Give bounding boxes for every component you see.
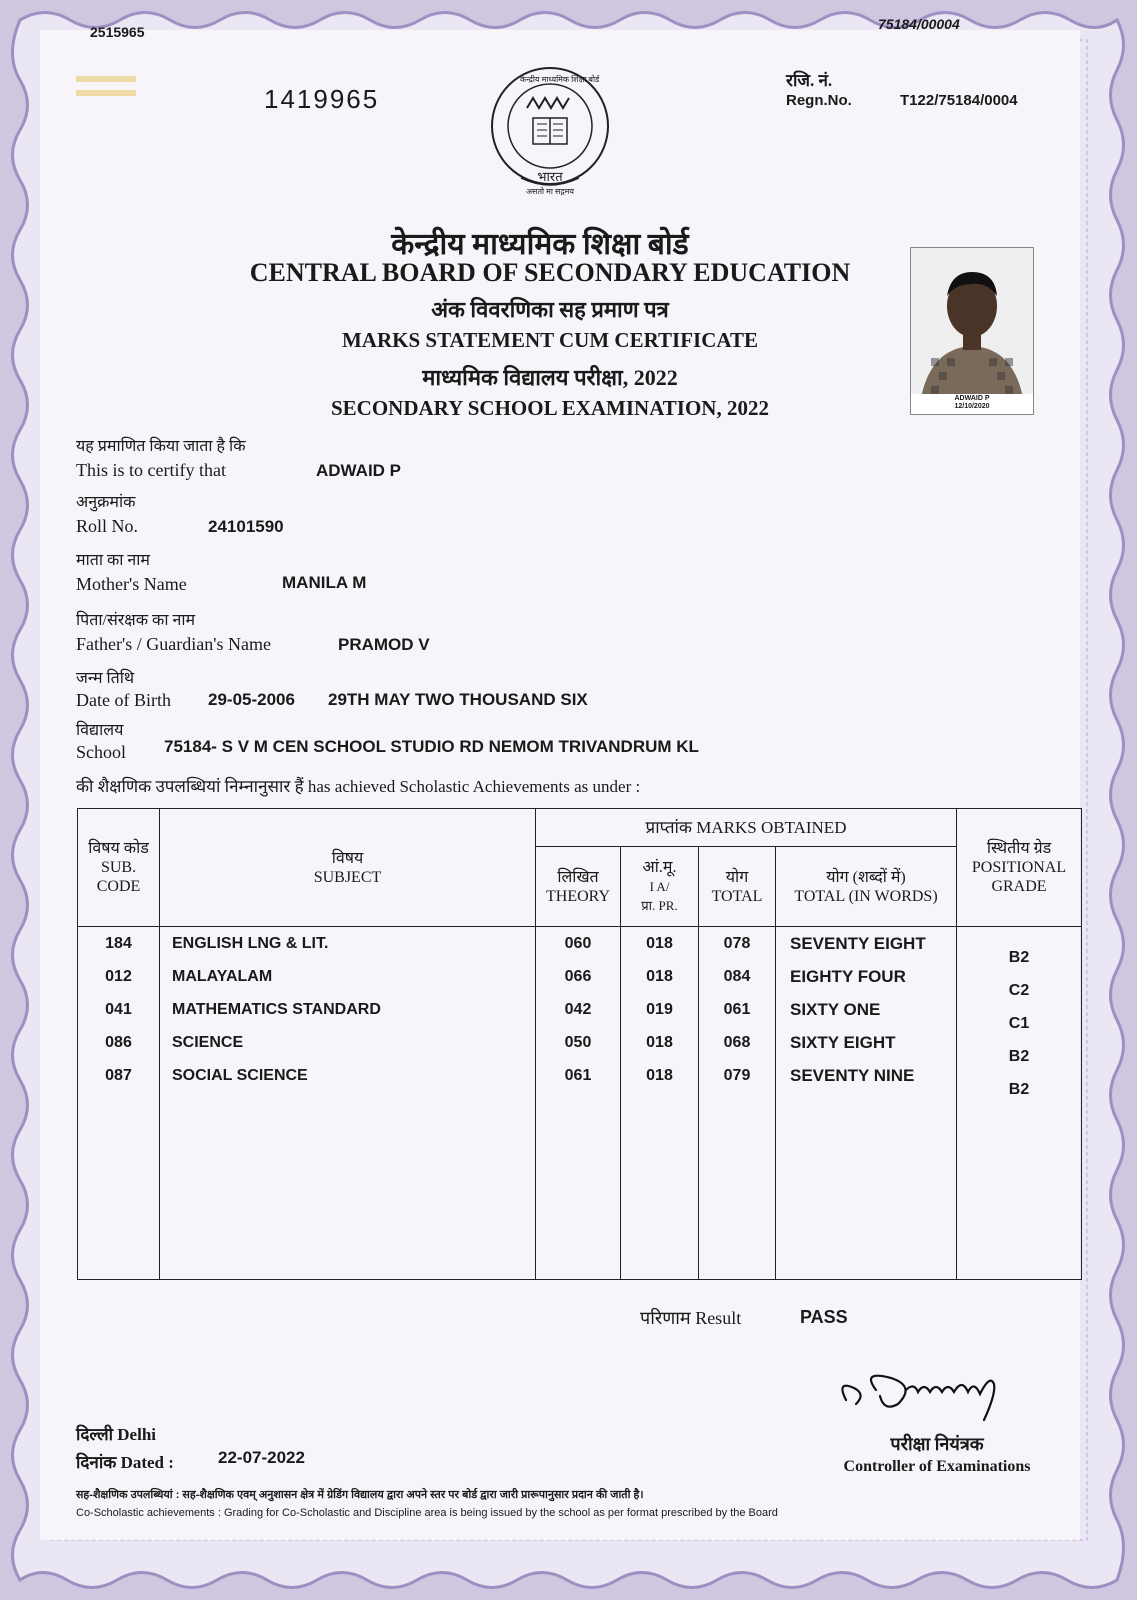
header-total-en: TOTAL	[711, 887, 763, 905]
table-row-subject: SOCIAL SCIENCE	[172, 1067, 308, 1084]
roll-label-hi: अनुक्रमांक	[76, 494, 136, 511]
table-row-subject: ENGLISH LNG & LIT.	[172, 935, 329, 952]
father-label-hi: पिता/संरक्षक का नाम	[76, 612, 196, 629]
header-grade	[957, 809, 1082, 927]
emblem-text-top: केन्द्रीय माध्यमिक शिक्षा बोर्ड	[520, 75, 600, 84]
regn-label-en: Regn.No.	[786, 92, 852, 109]
table-row-code: 184	[105, 935, 132, 952]
header-marks-obtained: प्राप्तांक MARKS OBTAINED	[536, 809, 957, 847]
dated-hi: दिनांक	[76, 1453, 117, 1472]
certify-label-en: This is to certify that	[76, 460, 226, 480]
school-name: 75184- S V M CEN SCHOOL STUDIO RD NEMOM TRIVANDRUM KL	[164, 737, 699, 756]
header-theory-hi: लिखित	[557, 868, 599, 886]
co-scholastic-note-hi: सह-शैक्षणिक उपलब्धियां : सह-शैक्षणिक एवम् अनुशासन क्षेत्र में ग्रेडिंग विद्यालय द्वारा अपने स्तर पर बोर्ड द्वारा जारी प्रारूपानुसार प्रदान की जाती है।	[76, 1489, 644, 1501]
board-title-hi: केन्द्रीय माध्यमिक शिक्षा बोर्ड	[391, 228, 689, 261]
place-en: Delhi	[117, 1425, 157, 1444]
achievements-intro: की शैक्षणिक उपलब्धियां निम्नानुसार हैं has achieved Scholastic Achievements as under :	[76, 777, 641, 796]
photo-caption-date: 12/10/2020	[954, 403, 990, 410]
controller-title-hi: परीक्षा नियंत्रक	[890, 1434, 984, 1454]
header-subject-en: SUBJECT	[313, 868, 382, 886]
header-subject	[160, 809, 536, 927]
header-theory-en: THEORY	[546, 887, 610, 905]
header-subject-hi: विषय	[331, 849, 364, 867]
roll-label-en: Roll No.	[76, 516, 139, 536]
emblem-text-mid: भारत	[537, 169, 563, 184]
regn-number: T122/75184/0004	[900, 92, 1018, 109]
dated-en: Dated :	[120, 1453, 174, 1472]
header-theory	[536, 847, 621, 927]
header-code-en1: SUB.	[100, 859, 137, 876]
table-row-total: 068	[723, 1034, 751, 1051]
table-row-code: 087	[105, 1067, 132, 1084]
table-row-ia: 018	[646, 1034, 673, 1051]
certify-label-hi: यह प्रमाणित किया जाता है कि	[76, 438, 246, 455]
table-row-total: 079	[723, 1067, 751, 1084]
mother-name: MANILA M	[282, 573, 367, 592]
col-theory	[536, 927, 621, 1280]
header-ia-en1: I A/	[649, 879, 670, 894]
table-row-theory: 050	[564, 1034, 592, 1051]
col-subjects	[160, 927, 536, 1280]
table-row-subject: MATHEMATICS STANDARD	[172, 1001, 381, 1018]
header-ia-hi: आं.मू.	[642, 859, 677, 876]
table-row-ia: 018	[646, 935, 673, 952]
table-row-theory: 061	[564, 1067, 592, 1084]
header-ia	[621, 847, 699, 927]
dob-value: 29-05-2006	[208, 690, 295, 709]
table-row-grade: B2	[1008, 1048, 1030, 1065]
header-total-words	[776, 847, 957, 927]
header-code-hi: विषय कोड	[88, 840, 149, 857]
table-row-code: 086	[105, 1034, 132, 1051]
table-row-words: SIXTY ONE	[790, 1000, 881, 1019]
col-total	[699, 927, 776, 1280]
col-grade	[957, 927, 1082, 1280]
table-row-ia: 019	[646, 1001, 673, 1018]
table-row-grade: C1	[1008, 1015, 1030, 1032]
roll-number: 24101590	[208, 517, 284, 536]
table-row-grade: C2	[1008, 982, 1030, 999]
certificate-number: 1419965	[264, 84, 380, 114]
header-words-en: TOTAL (IN WORDS)	[794, 887, 938, 905]
header-total-hi: योग	[725, 868, 749, 886]
faded-stamp	[76, 72, 146, 102]
mother-label-en: Mother's Name	[76, 574, 187, 594]
controller-title-en: Controller of Examinations	[843, 1458, 1031, 1475]
table-row-words: SIXTY EIGHT	[790, 1033, 896, 1052]
table-row-code: 012	[105, 968, 132, 985]
table-row-words: SEVENTY EIGHT	[790, 934, 926, 953]
school-label-hi: विद्यालय	[76, 722, 124, 739]
father-name: PRAMOD V	[338, 635, 430, 654]
col-total-words	[776, 927, 957, 1280]
header-ia-en2: प्रा. PR.	[641, 898, 678, 913]
dob-label-hi: जन्म तिथि	[76, 670, 135, 687]
dob-label-en: Date of Birth	[76, 690, 171, 710]
school-label-en: School	[76, 742, 127, 762]
table-row-theory: 042	[564, 1001, 592, 1018]
col-ia	[621, 927, 699, 1280]
student-photo-image	[911, 248, 1033, 414]
result-label: परिणाम Result	[640, 1308, 742, 1328]
header-words-hi: योग (शब्दों में)	[826, 868, 906, 886]
header-code-en2: CODE	[96, 878, 141, 895]
student-name: ADWAID P	[316, 461, 401, 480]
table-row-words: SEVENTY NINE	[790, 1066, 915, 1085]
table-row-grade: B2	[1008, 1081, 1030, 1098]
exam-title-en: SECONDARY SCHOOL EXAMINATION, 2022	[331, 396, 769, 420]
dob-words: 29TH MAY TWO THOUSAND SIX	[328, 690, 588, 709]
table-row-total: 084	[723, 968, 751, 985]
table-row-theory: 060	[564, 935, 592, 952]
father-label-en: Father's / Guardian's Name	[76, 634, 271, 654]
table-row-ia: 018	[646, 968, 673, 985]
student-photo	[910, 247, 1034, 415]
table-row-words: EIGHTY FOUR	[790, 967, 906, 986]
emblem-text-bottom: असतो मा सद्गमय	[525, 187, 575, 196]
header-total	[699, 847, 776, 927]
col-codes	[78, 927, 160, 1280]
result-value: PASS	[800, 1307, 848, 1327]
issue-date: 22-07-2022	[218, 1448, 305, 1467]
table-row-subject: MALAYALAM	[172, 968, 273, 985]
place-hi: दिल्ली	[76, 1425, 114, 1444]
photo-caption-name: ADWAID P	[954, 395, 990, 402]
header-grade-en2: GRADE	[991, 878, 1047, 895]
exam-title-hi: माध्यमिक विद्यालय परीक्षा, 2022	[422, 365, 678, 390]
table-row-subject: SCIENCE	[172, 1034, 244, 1051]
table-row-theory: 066	[564, 968, 592, 985]
marks-table	[77, 808, 1082, 1280]
header-grade-hi: स्थितीय ग्रेड	[986, 840, 1052, 857]
dated-label	[76, 1450, 174, 1473]
table-row-ia: 018	[646, 1067, 673, 1084]
regn-label-hi: रजि. नं.	[786, 71, 833, 90]
table-row-total: 061	[723, 1001, 751, 1018]
board-title-en: CENTRAL BOARD OF SECONDARY EDUCATION	[249, 258, 851, 287]
certificate-title-en: MARKS STATEMENT CUM CERTIFICATE	[341, 328, 758, 352]
mother-label-hi: माता का नाम	[76, 552, 151, 569]
place-label	[76, 1422, 156, 1445]
header-sub-code	[78, 809, 160, 927]
header-grade-en1: POSITIONAL	[971, 859, 1067, 876]
table-row-total: 078	[723, 935, 751, 952]
table-row-code: 041	[105, 1001, 132, 1018]
table-row-grade: B2	[1008, 949, 1030, 966]
certificate-title-hi: अंक विवरणिका सह प्रमाण पत्र	[431, 297, 669, 322]
serial-top-left: 2515965	[90, 24, 145, 40]
controller-signature	[836, 1360, 1036, 1430]
serial-top-right: 75184/00004	[878, 16, 960, 32]
co-scholastic-note-en: Co-Scholastic achievements : Grading for Co-Scholastic and Discipline area is being issued by the school as per format prescribed by the Board	[76, 1507, 778, 1519]
